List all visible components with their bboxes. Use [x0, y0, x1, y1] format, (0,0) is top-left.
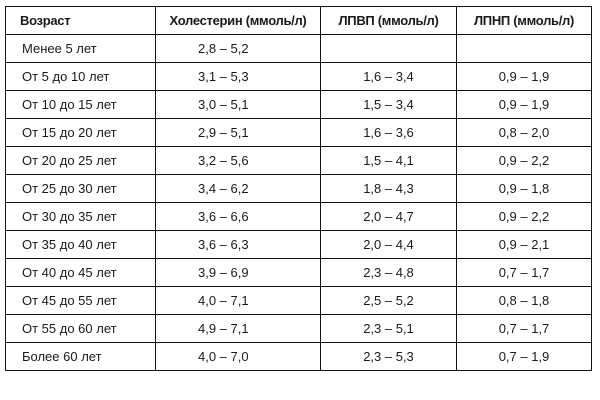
cell-ldl: 0,9 – 1,9	[457, 91, 592, 119]
cell-cholesterol: 3,1 – 5,3	[156, 63, 321, 91]
cell-hdl: 2,0 – 4,7	[321, 203, 457, 231]
table-row	[6, 231, 592, 259]
cell-ldl: 0,9 – 1,8	[457, 175, 592, 203]
cell-age: От 5 до 10 лет	[6, 63, 156, 91]
cell-age: От 25 до 30 лет	[6, 175, 156, 203]
cell-age: От 20 до 25 лет	[6, 147, 156, 175]
cell-cholesterol: 4,9 – 7,1	[156, 315, 321, 343]
cell-age: Менее 5 лет	[6, 35, 156, 63]
cell-hdl: 1,8 – 4,3	[321, 175, 457, 203]
cholesterol-table-container	[5, 6, 591, 371]
cell-hdl	[321, 35, 457, 63]
cell-cholesterol: 4,0 – 7,1	[156, 287, 321, 315]
cell-cholesterol: 3,2 – 5,6	[156, 147, 321, 175]
cell-age: От 10 до 15 лет	[6, 91, 156, 119]
cell-ldl: 0,8 – 1,8	[457, 287, 592, 315]
table-row	[6, 175, 592, 203]
cell-hdl: 2,3 – 4,8	[321, 259, 457, 287]
header-cholesterol: Холестерин (ммоль/л)	[156, 7, 321, 35]
cell-hdl: 2,3 – 5,3	[321, 343, 457, 371]
table-row	[6, 63, 592, 91]
cell-age: Более 60 лет	[6, 343, 156, 371]
cell-age: От 40 до 45 лет	[6, 259, 156, 287]
cell-age: От 15 до 20 лет	[6, 119, 156, 147]
table-row	[6, 147, 592, 175]
cell-hdl: 2,3 – 5,1	[321, 315, 457, 343]
cell-ldl: 0,8 – 2,0	[457, 119, 592, 147]
header-age: Возраст	[6, 7, 156, 35]
table-row	[6, 287, 592, 315]
cell-ldl: 0,9 – 2,1	[457, 231, 592, 259]
header-row	[6, 7, 592, 35]
cell-cholesterol: 3,6 – 6,6	[156, 203, 321, 231]
table-row	[6, 259, 592, 287]
cell-age: От 55 до 60 лет	[6, 315, 156, 343]
table-body	[6, 35, 592, 371]
cell-ldl: 0,7 – 1,9	[457, 343, 592, 371]
cell-hdl: 1,6 – 3,6	[321, 119, 457, 147]
table-row	[6, 203, 592, 231]
table-row	[6, 119, 592, 147]
cell-cholesterol: 3,4 – 6,2	[156, 175, 321, 203]
cell-ldl: 0,9 – 1,9	[457, 63, 592, 91]
table-row	[6, 315, 592, 343]
cholesterol-norms-table	[5, 6, 592, 371]
cell-age: От 45 до 55 лет	[6, 287, 156, 315]
cell-cholesterol: 3,9 – 6,9	[156, 259, 321, 287]
cell-cholesterol: 2,8 – 5,2	[156, 35, 321, 63]
table-row	[6, 343, 592, 371]
cell-cholesterol: 2,9 – 5,1	[156, 119, 321, 147]
cell-hdl: 2,5 – 5,2	[321, 287, 457, 315]
table-header	[6, 7, 592, 35]
cell-cholesterol: 4,0 – 7,0	[156, 343, 321, 371]
cell-ldl: 0,7 – 1,7	[457, 315, 592, 343]
cell-cholesterol: 3,6 – 6,3	[156, 231, 321, 259]
cell-cholesterol: 3,0 – 5,1	[156, 91, 321, 119]
cell-hdl: 1,5 – 4,1	[321, 147, 457, 175]
table-row	[6, 35, 592, 63]
header-hdl: ЛПВП (ммоль/л)	[321, 7, 457, 35]
header-ldl: ЛПНП (ммоль/л)	[457, 7, 592, 35]
cell-ldl: 0,9 – 2,2	[457, 147, 592, 175]
cell-hdl: 1,5 – 3,4	[321, 91, 457, 119]
cell-hdl: 1,6 – 3,4	[321, 63, 457, 91]
cell-ldl: 0,7 – 1,7	[457, 259, 592, 287]
cell-ldl	[457, 35, 592, 63]
cell-hdl: 2,0 – 4,4	[321, 231, 457, 259]
cell-age: От 30 до 35 лет	[6, 203, 156, 231]
cell-ldl: 0,9 – 2,2	[457, 203, 592, 231]
table-row	[6, 91, 592, 119]
cell-age: От 35 до 40 лет	[6, 231, 156, 259]
